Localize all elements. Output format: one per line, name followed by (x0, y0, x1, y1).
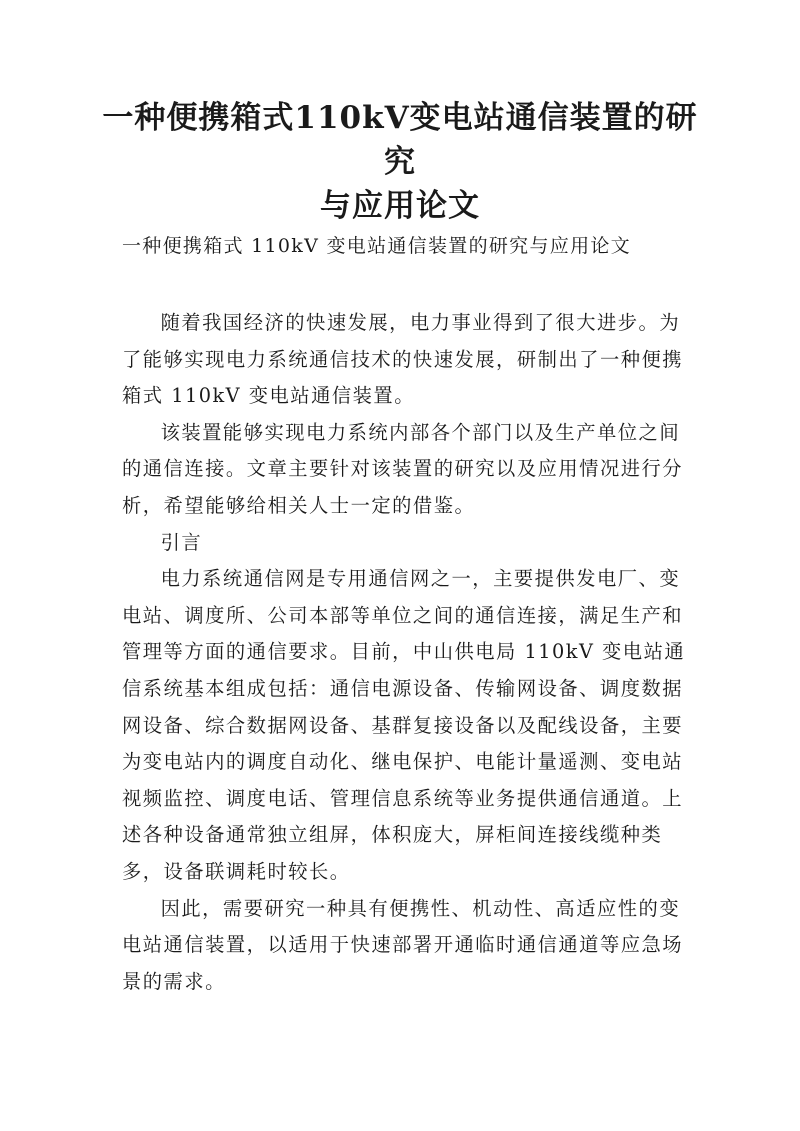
document-body (122, 305, 700, 1000)
section-heading-introduction: 引言 (160, 530, 203, 554)
paragraph-summary: 该装置能够实现电力系统内部各个部门以及生产单位之间的通信连接。文章主要针对该装置的研究以及应用情况进行分析，希望能够给相关人士一定的借鉴。 (122, 420, 684, 517)
paragraph-intro: 随着我国经济的快速发展，电力事业得到了很大进步。为了能够实现电力系统通信技术的快速发展，研制出了一种便携箱式 110kV 变电站通信装置。 (122, 311, 684, 408)
title-line-1: 一种便携箱式110kV变电站通信装置的研究 (102, 100, 698, 180)
title-line-2: 与应用论文 (320, 188, 480, 224)
document-title (100, 96, 700, 228)
paragraph-need: 因此，需要研究一种具有便携性、机动性、高适应性的变电站通信装置，以适用于快速部署开通临时通信通道等应急场景的需求。 (122, 896, 684, 993)
paragraph-background: 电力系统通信网是专用通信网之一，主要提供发电厂、变电站、调度所、公司本部等单位之间的通信连接，满足生产和管理等方面的通信要求。目前，中山供电局 110kV 变电站通信系统基本组成包括：通信电源设备、传输网设备、调度数据网设备、综合数据网设备、基群复接设备以及配线设备，主要为变电站内的调度自动化、继电保护、电能计量遥测、变电站视频监控、调度电话、管理信息系统等业务提供通信通道。上述各种设备通常独立组屏，体积庞大，屏柜间连接线缆种类多，设备联调耗时较长。 (122, 567, 686, 883)
document-subtitle: 一种便携箱式 110kV 变电站通信装置的研究与应用论文 (122, 235, 631, 257)
